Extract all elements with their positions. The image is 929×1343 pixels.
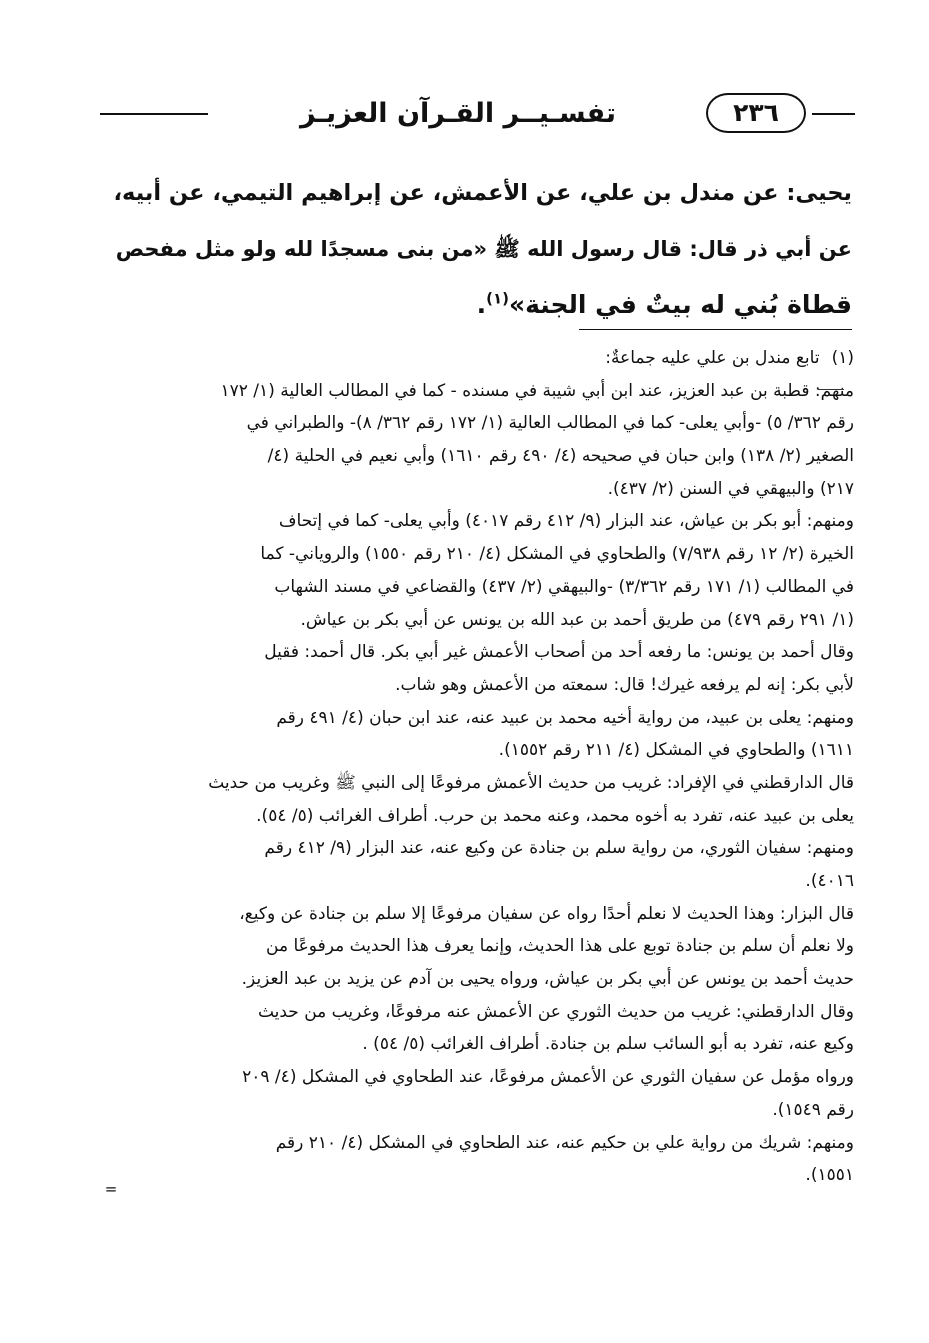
footnote-line: ١٦١١) والطحاوي في المشكل (٤/ ٢١١ رقم ١٥٥٢). xyxy=(498,740,854,761)
footnote-line: ١٥٥١). xyxy=(805,1165,854,1186)
footnote-line xyxy=(106,342,854,375)
main-line-1-text: عن مندل بن علي، عن الأعمش، عن إبراهيم التيمي، عن أبيه، xyxy=(113,180,787,206)
footnote-line: ٢١٧) والبيهقي في السنن (٢/ ٤٣٧). xyxy=(607,478,854,499)
footnote-line: ومنهم: يعلى بن عبيد، من رواية أخيه محمد بن عبيد عنه، عند ابن حبان (٤/ ٤٩١ رقم xyxy=(276,707,854,728)
main-line-3 xyxy=(110,277,852,333)
continuation-mark: = xyxy=(104,1180,118,1198)
footnote-line: منهم: قطبة بن عبد العزيز، عند ابن أبي شيبة في مسنده - كما في المطالب العالية (١/ ١٧٢ xyxy=(220,380,854,401)
footnote-line: قال البزار: وهذا الحديث لا نعلم أحدًا رواه عن سفيان مرفوعًا إلا سلم بن جنادة عن وكيع، xyxy=(239,903,854,924)
footnote-line: يعلى بن عبيد عنه، تفرد به أخوه محمد، وعنه محمد بن حرب. أطراف الغرائب (٥/ ٥٤). xyxy=(256,805,854,826)
footnote-reference[interactable]: (١) xyxy=(486,289,509,308)
footnote-line: ومنهم: أبو بكر بن عياش، عند البزار (٩/ ٤١٢ رقم ٤٠١٧) وأبي يعلى- كما في إتحاف xyxy=(278,511,854,532)
footnote-line: قال الدارقطني في الإفراد: غريب من حديث الأعمش مرفوعًا إلى النبي ﷺ وغريب من حديث xyxy=(208,772,854,793)
footnote-line: (١/ ٢٩١ رقم ٤٧٩) من طريق أحمد بن عبد الله بن يونس عن أبي بكر بن عياش. xyxy=(300,609,854,630)
footnotes xyxy=(106,342,854,1192)
footnote-line: حديث أحمد بن يونس عن أبي بكر بن عياش، ورواه يحيى بن آدم عن يزيد بن عبد العزيز. xyxy=(241,969,854,990)
main-line-1 xyxy=(110,165,852,221)
footnote-line: ولا نعلم أن سلم بن جنادة توبع على هذا الحديث، وإنما يعرف هذا الحديث مرفوعًا من xyxy=(266,936,854,957)
footnote-text: تابع مندل بن علي عليه جماعةٌ: xyxy=(605,348,820,368)
footnote-line: وكيع عنه، تفرد به أبو السائب سلم بن جنادة. أطراف الغرائب (٥/ ٥٤) . xyxy=(362,1034,854,1055)
footnote-line: رقم ٣٦٢/ ٥) -وأبي يعلى- كما في المطالب العالية (١/ ١٧٢ رقم ٣٦٢/ ٨)- والطبراني في xyxy=(246,413,854,434)
footnote-line: وقال الدارقطني: غريب من حديث الثوري عن الأعمش عنه مرفوعًا، وغريب من حديث xyxy=(257,1001,854,1022)
footnote-line: ومنهم: شريك من رواية علي بن حكيم عنه، عند الطحاوي في المشكل (٤/ ٢١٠ رقم xyxy=(275,1132,854,1153)
footnote-number: (١) xyxy=(831,348,854,368)
footnote-line: ومنهم: سفيان الثوري، من رواية سلم بن جنادة عن وكيع عنه، عند البزار (٩/ ٤١٢ رقم xyxy=(264,838,854,859)
footnote-line: الخيرة (٢/ ١٢ رقم ٧/٩٣٨) والطحاوي في المشكل (٤/ ٢١٠ رقم ١٥٥٠) والروياني- كما xyxy=(260,544,854,565)
page-header xyxy=(100,92,855,136)
footnote-line: الصغير (٢/ ١٣٨) وابن حبان في صحيحه (٤/ ٤٩٠ رقم ١٦١٠) وأبي نعيم في الحلية (٤/ xyxy=(267,446,854,467)
header-rule-right xyxy=(812,113,855,115)
speaker-label: يحيى: xyxy=(786,180,852,206)
running-title: تفسـيــر القـرآن العزيـز xyxy=(299,98,617,129)
page-number: ٢٣٦ xyxy=(706,93,806,133)
footnote-line: لأبي بكر: إنه لم يرفعه غيرك! قال: سمعته من الأعمش وهو شاب. xyxy=(395,674,854,695)
footnote-line: وقال أحمد بن يونس: ما رفعه أحد من أصحاب الأعمش غير أبي بكر. قال أحمد: فقيل xyxy=(264,642,854,663)
footnote-line: ورواه مؤمل عن سفيان الثوري عن الأعمش مرفوعًا، عند الطحاوي في المشكل (٤/ ٢٠٩ xyxy=(242,1067,854,1088)
main-end-mark: . xyxy=(476,290,487,319)
footnote-separator xyxy=(579,329,852,330)
header-rule-left xyxy=(100,113,208,115)
main-text xyxy=(110,165,852,333)
footnote-line: ٤٠١٦). xyxy=(805,871,854,891)
footnote-line: في المطالب (١/ ١٧١ رقم ٣/٣٦٢) -والبيهقي (٢/ ٤٣٧) والقضاعي في مسند الشهاب xyxy=(274,576,854,597)
main-line-3-text: قطاة بُني له بيتٌ في الجنة» xyxy=(508,290,852,319)
footnote-line: رقم ١٥٤٩). xyxy=(772,1099,854,1120)
main-line-2: عن أبي ذر قال: قال رسول الله ﷺ «من بنى مسجدًا لله ولو مثل مفحص xyxy=(115,237,852,261)
